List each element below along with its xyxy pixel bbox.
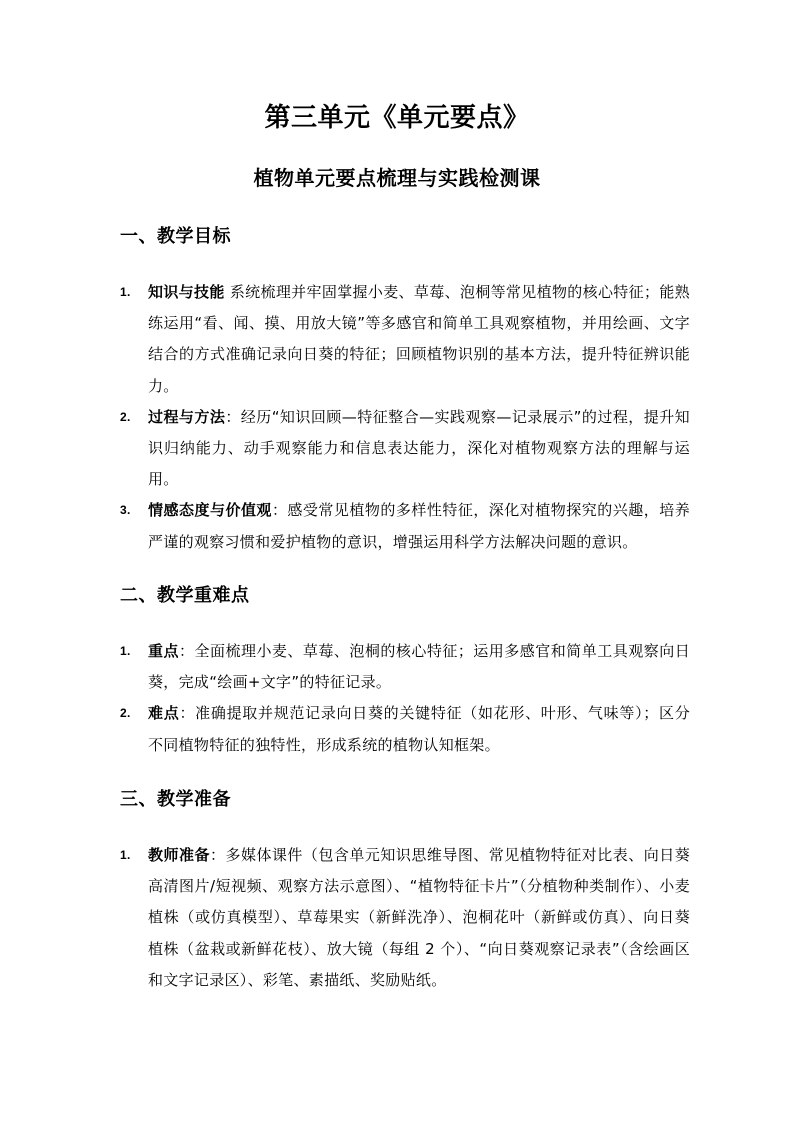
section-heading-prep: 三、教学准备: [120, 789, 231, 810]
list-item-text: ：全面梳理小麦、草莓、泡桐的核心特征；运用多感官和简单工具观察向日葵，完成“绘画+文字”的特征记录。: [148, 642, 690, 692]
list-item-number: 1.: [120, 285, 131, 299]
list-item-label: 情感态度与价值观: [148, 501, 272, 520]
list-item-text: ：准确提取并规范记录向日葵的关键特征（如花形、叶形、气味等）；区分不同植物特征的独特性，形成系统的植物认知框架。: [148, 704, 691, 754]
keypoint-item-focus: [120, 636, 690, 698]
document-subtitle: 植物单元要点梳理与实践检测课: [253, 166, 541, 190]
section-heading-keypoints: 二、教学重难点: [120, 585, 250, 606]
objective-item-attitude: [120, 495, 690, 557]
list-item-number: 2.: [120, 706, 131, 721]
list-item-number: 1.: [120, 644, 131, 658]
list-item-label: 难点: [148, 704, 180, 723]
objective-item-process: [120, 402, 690, 496]
list-item-text: ：感受常见植物的多样性特征，深化对植物探究的兴趣，培养严谨的观察习惯和爱护植物的意识，增强运用科学方法解决问题的意识。: [148, 501, 690, 551]
list-item-number: 1.: [120, 848, 131, 862]
list-item-label: 重点: [148, 642, 179, 660]
objective-item-knowledge: [120, 277, 690, 402]
section-heading-objectives: 一、教学目标: [120, 226, 231, 247]
keypoints-list: [120, 636, 690, 761]
list-item-label: 知识与技能: [148, 283, 225, 301]
list-item-label: 教师准备: [148, 846, 210, 864]
prep-item-teacher: [120, 840, 690, 996]
keypoint-item-difficulty: [120, 698, 690, 760]
list-item-number: 3.: [120, 503, 131, 518]
prep-list: [120, 840, 690, 996]
list-item-label: 过程与方法: [148, 407, 226, 426]
list-item-text: ：多媒体课件（包含单元知识思维导图、常见植物特征对比表、向日葵高清图片/短视频、观察方法示意图）、“植物特征卡片”（分植物种类制作）、小麦植株（或仿真模型）、草莓果实（新鲜洗净）、泡桐花叶（新鲜或仿真）、向日葵植株（盆栽或新鲜花枝）、放大镜（每组 2 个）、“向日葵观察记录表”（含绘画区和文字记录区）、彩笔、素描纸、奖励贴纸。: [148, 846, 690, 989]
list-item-text: 系统梳理并牢固掌握小麦、草莓、泡桐等常见植物的核心特征；能熟练运用“看、闻、摸、用放大镜”等多感官和简单工具观察植物，并用绘画、文字结合的方式准确记录向日葵的特征；回顾植物识别的基本方法，提升特征辨识能力。: [148, 283, 690, 395]
document-title: 第三单元《单元要点》: [264, 103, 530, 133]
list-item-number: 2.: [120, 409, 131, 424]
list-item-text: ：经历“知识回顾—特征整合—实践观察—记录展示”的过程，提升知识归纳能力、动手观察能力和信息表达能力，深化对植物观察方法的理解与运用。: [148, 407, 690, 489]
objectives-list: [120, 277, 690, 558]
